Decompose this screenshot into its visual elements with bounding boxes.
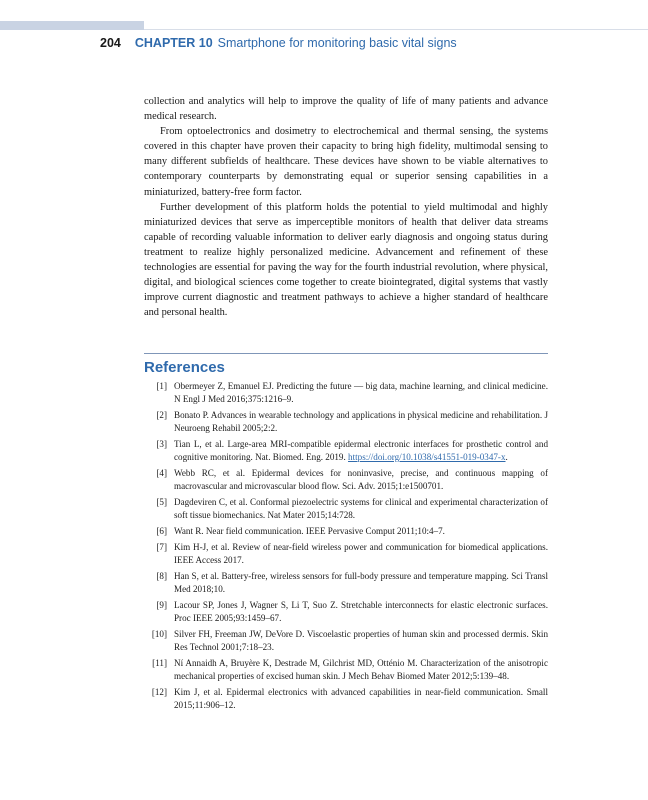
reference-item bbox=[144, 525, 548, 538]
reference-item bbox=[144, 570, 548, 596]
reference-number: [4] bbox=[156, 468, 167, 478]
reference-item bbox=[144, 380, 548, 406]
page-number: 204 bbox=[100, 36, 121, 50]
reference-text: Kim H-J, et al. Review of near-field wireless power and communication for biomedical applications. IEEE Access 2017. bbox=[174, 542, 548, 565]
doi-link[interactable]: https://doi.org/10.1038/s41551-019-0347-x bbox=[348, 452, 506, 462]
reference-text: Silver FH, Freeman JW, DeVore D. Viscoelastic properties of human skin and processed dermis. Skin Res Technol 2001;7:18–23. bbox=[174, 629, 548, 652]
references-heading: References bbox=[144, 359, 225, 376]
reference-text: Webb RC, et al. Epidermal devices for noninvasive, precise, and continuous mapping of macrovascular and microvascular blood flow. Sci. Adv. 2015;1:e1500701. bbox=[174, 468, 548, 491]
header-rule bbox=[144, 29, 648, 30]
reference-number: [11] bbox=[152, 658, 167, 668]
reference-text: Obermeyer Z, Emanuel EJ. Predicting the future — big data, machine learning, and clinical medicine. N Engl J Med 2016;375:1216–9. bbox=[174, 381, 548, 404]
reference-text: Ní Annaidh A, Bruyère K, Destrade M, Gilchrist MD, Otténio M. Characterization of the anisotropic mechanical properties of excised human skin. J Mech Behav Biomed Mater 2012;5:139–48. bbox=[174, 658, 548, 681]
reference-number: [5] bbox=[156, 497, 167, 507]
reference-text: Lacour SP, Jones J, Wagner S, Li T, Suo Z. Stretchable interconnects for elastic electronic surfaces. Proc IEEE 2005;93:1459–67. bbox=[174, 600, 548, 623]
reference-number: [6] bbox=[156, 526, 167, 536]
reference-item bbox=[144, 438, 548, 464]
reference-item bbox=[144, 686, 548, 712]
reference-text-block bbox=[174, 438, 548, 464]
chapter-label: CHAPTER 10 bbox=[134, 36, 213, 50]
references-rule bbox=[144, 353, 548, 354]
reference-item bbox=[144, 541, 548, 567]
body-text bbox=[144, 94, 548, 320]
reference-item bbox=[144, 496, 548, 522]
reference-number: [1] bbox=[156, 381, 167, 391]
header-accent-bar bbox=[0, 21, 144, 30]
reference-number: [8] bbox=[156, 571, 167, 581]
reference-number: [3] bbox=[156, 439, 167, 449]
reference-number: [9] bbox=[156, 600, 167, 610]
reference-text: Tian L, et al. Large-area MRI-compatible epidermal electronic interfaces for prosthetic control and cognitive monitoring. Nat. Biomed. Eng. 2019. bbox=[174, 439, 548, 462]
paragraph: collection and analytics will help to improve the quality of life of many patients and advance medical research. bbox=[144, 96, 548, 123]
paragraph: From optoelectronics and dosimetry to electrochemical and thermal sensing, the systems covered in this chapter have proven their capacity to bring high fidelity, multimodal sensing to many different subfields of healthcare. These devices have shown to be viable alternatives to contemporary counterparts by demonstrating equal or superior sensing capabilities in a miniaturized, battery-free form factor. bbox=[144, 126, 548, 198]
chapter-title: Smartphone for monitoring basic vital signs bbox=[217, 36, 457, 50]
reference-text-end: . bbox=[505, 452, 508, 462]
reference-item bbox=[144, 409, 548, 435]
reference-item bbox=[144, 599, 548, 625]
running-header bbox=[100, 36, 457, 50]
reference-item bbox=[144, 628, 548, 654]
reference-text: Bonato P. Advances in wearable technology and applications in physical medicine and rehabilitation. J Neuroeng Rehabil 2005;2:2. bbox=[174, 410, 548, 433]
reference-text: Want R. Near field communication. IEEE Pervasive Comput 2011;10:4–7. bbox=[174, 526, 445, 536]
reference-list bbox=[144, 380, 548, 715]
reference-text: Dagdeviren C, et al. Conformal piezoelectric systems for clinical and experimental characterization of soft tissue biomechanics. Nat Mater 2015;14:728. bbox=[174, 497, 548, 520]
reference-number: [7] bbox=[156, 542, 167, 552]
reference-number: [2] bbox=[156, 410, 167, 420]
reference-item bbox=[144, 467, 548, 493]
paragraph: Further development of this platform holds the potential to yield multimodal and highly miniaturized devices that serve as imperceptible monitors of health that deliver data streams capable of recording valuable information to deliver early diagnosis and ongoing status during treatment to realize highly personalized medicine. Advancement and refinement of these technologies are essential for paving the way for the fourth industrial revolution, where physical, digital, and biological sciences come together to create biointegrated, digital systems that vastly improve current diagnostic and treatment pathways to achieve a higher standard of healthcare and personal health. bbox=[144, 201, 548, 319]
reference-number: [10] bbox=[151, 629, 167, 639]
reference-text: Kim J, et al. Epidermal electronics with advanced capabilities in near-field communication. Small 2015;11:906–12. bbox=[174, 687, 548, 710]
reference-item bbox=[144, 657, 548, 683]
reference-number: [12] bbox=[151, 687, 167, 697]
reference-text: Han S, et al. Battery-free, wireless sensors for full-body pressure and temperature mapping. Sci Transl Med 2018;10. bbox=[174, 571, 548, 594]
